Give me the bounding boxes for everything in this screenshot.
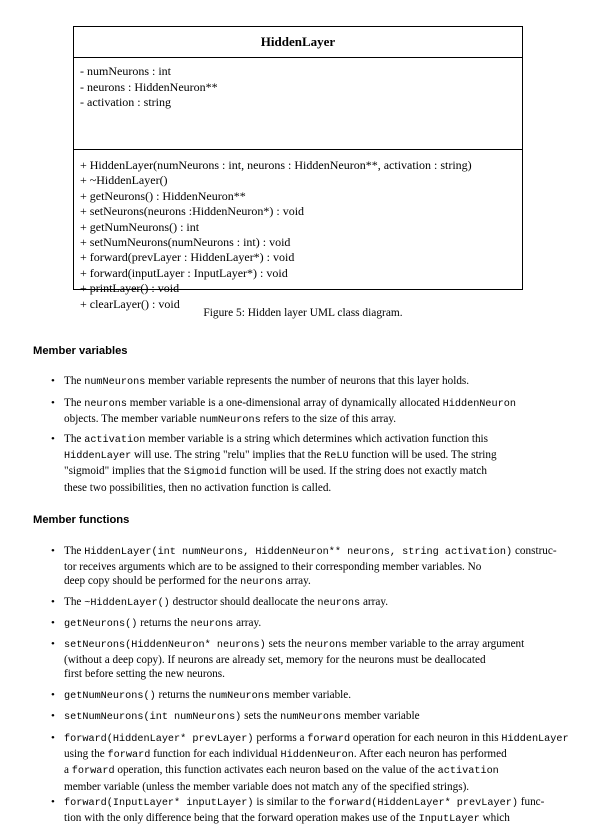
bullet-icon: •: [51, 596, 55, 608]
text-line: [64, 811, 564, 827]
uml-operation: + forward(prevLayer : HiddenLayer*) : void: [80, 250, 295, 265]
text-run: objects. The member variable: [64, 413, 200, 426]
text-run: construc-: [512, 545, 557, 557]
text-line: [64, 560, 564, 574]
bullet-icon: •: [51, 710, 55, 722]
uml-attribute: - neurons : HiddenNeuron**: [80, 79, 218, 94]
uml-operation: + clearLayer() : void: [80, 296, 180, 311]
uml-attributes: [74, 58, 522, 150]
text-line: [64, 637, 564, 653]
text-line: [64, 432, 564, 448]
text-line: [64, 464, 564, 480]
text-run: is similar to the: [253, 796, 329, 808]
text-run: The: [64, 397, 85, 409]
code-run: HiddenNeuron: [442, 399, 516, 410]
text-run: member variable (unless the member variable does not match any of the specified strings).: [64, 780, 470, 793]
code-run: numNeurons: [199, 415, 261, 427]
text-run: array.: [360, 596, 388, 608]
text-run: destructor should deallocate the: [169, 596, 318, 608]
text-line: [64, 795, 564, 811]
uml-operation: + getNeurons() : HiddenNeuron**: [80, 188, 246, 203]
code-run: HiddenLayer(int numNeurons, HiddenNeuron** neurons, string activation): [84, 547, 513, 558]
text-line: [64, 731, 569, 747]
uml-operation: + HiddenLayer(numNeurons : int, neurons : HiddenNeuron**, activation : string): [80, 158, 472, 172]
code-run: setNumNeurons(int numNeurons): [64, 712, 242, 723]
text-run: function will be used. The string: [348, 449, 497, 462]
text-run: array.: [282, 575, 311, 588]
text-line: [64, 667, 564, 681]
text-line: [64, 688, 564, 704]
list-item: [51, 595, 564, 611]
text-run: function for each individual: [150, 748, 281, 761]
list-item: [51, 374, 564, 390]
text-line: [64, 709, 564, 725]
text-run: "sigmoid" implies that the: [64, 465, 184, 478]
code-run: activation: [84, 435, 146, 446]
code-run: neurons: [84, 399, 127, 410]
list-item: [51, 731, 569, 794]
text-run: The: [64, 433, 85, 445]
text-run: member variable is a one-dimensional array of dynamically allocated: [127, 397, 443, 409]
text-run: returns the: [137, 617, 191, 629]
uml-operation: + setNeurons(neurons :HiddenNeuron*) : void: [80, 204, 305, 219]
uml-attribute: - numNeurons : int: [80, 64, 171, 78]
text-run: performs a: [253, 732, 308, 744]
uml-operation: + forward(inputLayer : InputLayer*) : void: [80, 265, 288, 280]
text-run: returns the: [155, 689, 209, 701]
bullet-icon: •: [51, 638, 55, 650]
text-run: sets the: [265, 638, 305, 650]
list-item: [51, 544, 564, 591]
code-run: HiddenLayer: [64, 451, 132, 463]
code-run: InputLayer: [418, 814, 480, 826]
text-run: tor receives arguments which are to be assigned to their corresponding member variables. No: [64, 561, 482, 574]
code-run: neurons: [240, 577, 283, 589]
text-run: operation, this function activates each neuron based on the value of the: [114, 764, 438, 777]
code-run: forward: [71, 766, 115, 778]
section-heading-member-functions: Member functions: [33, 514, 130, 526]
text-run: member variable represents the number of neurons that this layer holds.: [145, 375, 470, 387]
text-run: deep copy should be performed for the: [64, 575, 241, 588]
code-run: getNeurons(): [64, 619, 138, 630]
text-line: [64, 481, 564, 495]
list-item: [51, 432, 564, 495]
text-line: [64, 780, 564, 794]
code-run: getNumNeurons(): [64, 691, 156, 702]
code-run: ReLU: [324, 451, 349, 463]
text-run: first before setting the new neurons.: [64, 668, 225, 681]
list-item: [51, 616, 564, 632]
code-run: HiddenLayer: [501, 734, 569, 745]
list-item: [51, 396, 564, 428]
text-run: func-: [517, 796, 545, 808]
bullet-icon: •: [51, 617, 55, 629]
text-run: these two possibilities, then no activation function is called.: [64, 481, 332, 494]
code-run: neurons: [304, 640, 348, 651]
uml-operation: + setNumNeurons(numNeurons : int) : void: [80, 235, 291, 250]
text-run: The: [64, 596, 85, 608]
text-run: will use. The string "relu" implies that the: [131, 449, 325, 462]
uml-class-name: HiddenLayer: [74, 27, 522, 58]
text-run: . After each neuron has performed: [353, 748, 507, 761]
code-run: forward(HiddenLayer* prevLayer): [328, 798, 518, 809]
uml-operation: + getNumNeurons() : int: [80, 219, 200, 234]
text-run: function will be used. If the string does not exactly match: [226, 465, 487, 478]
text-run: which: [479, 812, 510, 825]
list-item: [51, 709, 564, 725]
section-heading-member-variables: Member variables: [33, 345, 128, 357]
uml-operations: [74, 150, 522, 312]
text-run: tion with the only difference being that the forward operation makes use of the: [64, 812, 419, 825]
text-line: [64, 396, 564, 412]
uml-operation: + printLayer() : void: [80, 281, 180, 296]
uml-class-box: [73, 26, 523, 311]
text-line: [64, 574, 564, 590]
uml-attribute: - activation : string: [80, 95, 171, 109]
bullet-icon: •: [51, 689, 55, 701]
text-run: refers to the size of this array.: [260, 413, 397, 426]
code-run: numNeurons: [280, 712, 342, 723]
text-line: [64, 544, 564, 560]
list-item: [51, 637, 564, 682]
code-run: forward(InputLayer* inputLayer): [64, 798, 254, 809]
code-run: neurons: [190, 619, 234, 630]
bullet-icon: •: [51, 433, 55, 445]
bullet-icon: •: [51, 796, 55, 808]
code-run: forward: [307, 734, 351, 745]
code-run: setNeurons(HiddenNeuron* neurons): [64, 640, 266, 651]
text-line: [64, 747, 564, 763]
text-run: array.: [233, 617, 262, 629]
figure-caption: Figure 5: Hidden layer UML class diagram.: [203, 307, 403, 319]
code-run: forward(HiddenLayer* prevLayer): [64, 734, 254, 745]
text-run: The: [64, 375, 85, 387]
text-run: operation for each neuron in this: [350, 732, 502, 744]
bullet-icon: •: [51, 545, 55, 557]
text-run: a: [64, 764, 72, 777]
text-run: member variable is a string which determines which activation function this: [145, 433, 489, 445]
text-line: [64, 763, 564, 779]
text-run: The: [64, 545, 85, 557]
code-run: numNeurons: [84, 377, 146, 388]
bullet-icon: •: [51, 375, 55, 387]
code-run: HiddenNeuron: [280, 750, 354, 762]
bullet-icon: •: [51, 732, 55, 744]
text-run: member variable to the array argument: [347, 638, 525, 650]
code-run: numNeurons: [208, 691, 270, 702]
text-line: [64, 653, 564, 667]
text-line: [64, 595, 564, 611]
code-run: neurons: [317, 598, 361, 609]
code-run: Sigmoid: [183, 467, 227, 479]
text-run: (without a deep copy). If neurons are already set, memory for the neurons must be deallocated: [64, 654, 486, 667]
code-run: ~HiddenLayer(): [84, 598, 170, 609]
text-run: using the: [64, 748, 108, 761]
code-run: forward: [107, 750, 151, 762]
uml-operation: + ~HiddenLayer(): [80, 173, 168, 188]
list-item: [51, 688, 564, 704]
text-line: [64, 374, 564, 390]
text-line: [64, 616, 564, 632]
text-line: [64, 448, 564, 464]
list-item: [51, 795, 564, 827]
text-run: sets the: [241, 710, 281, 722]
text-run: member variable.: [269, 689, 352, 701]
text-line: [64, 412, 564, 428]
code-run: activation: [437, 766, 499, 778]
text-run: member variable: [341, 710, 420, 722]
bullet-icon: •: [51, 397, 55, 409]
